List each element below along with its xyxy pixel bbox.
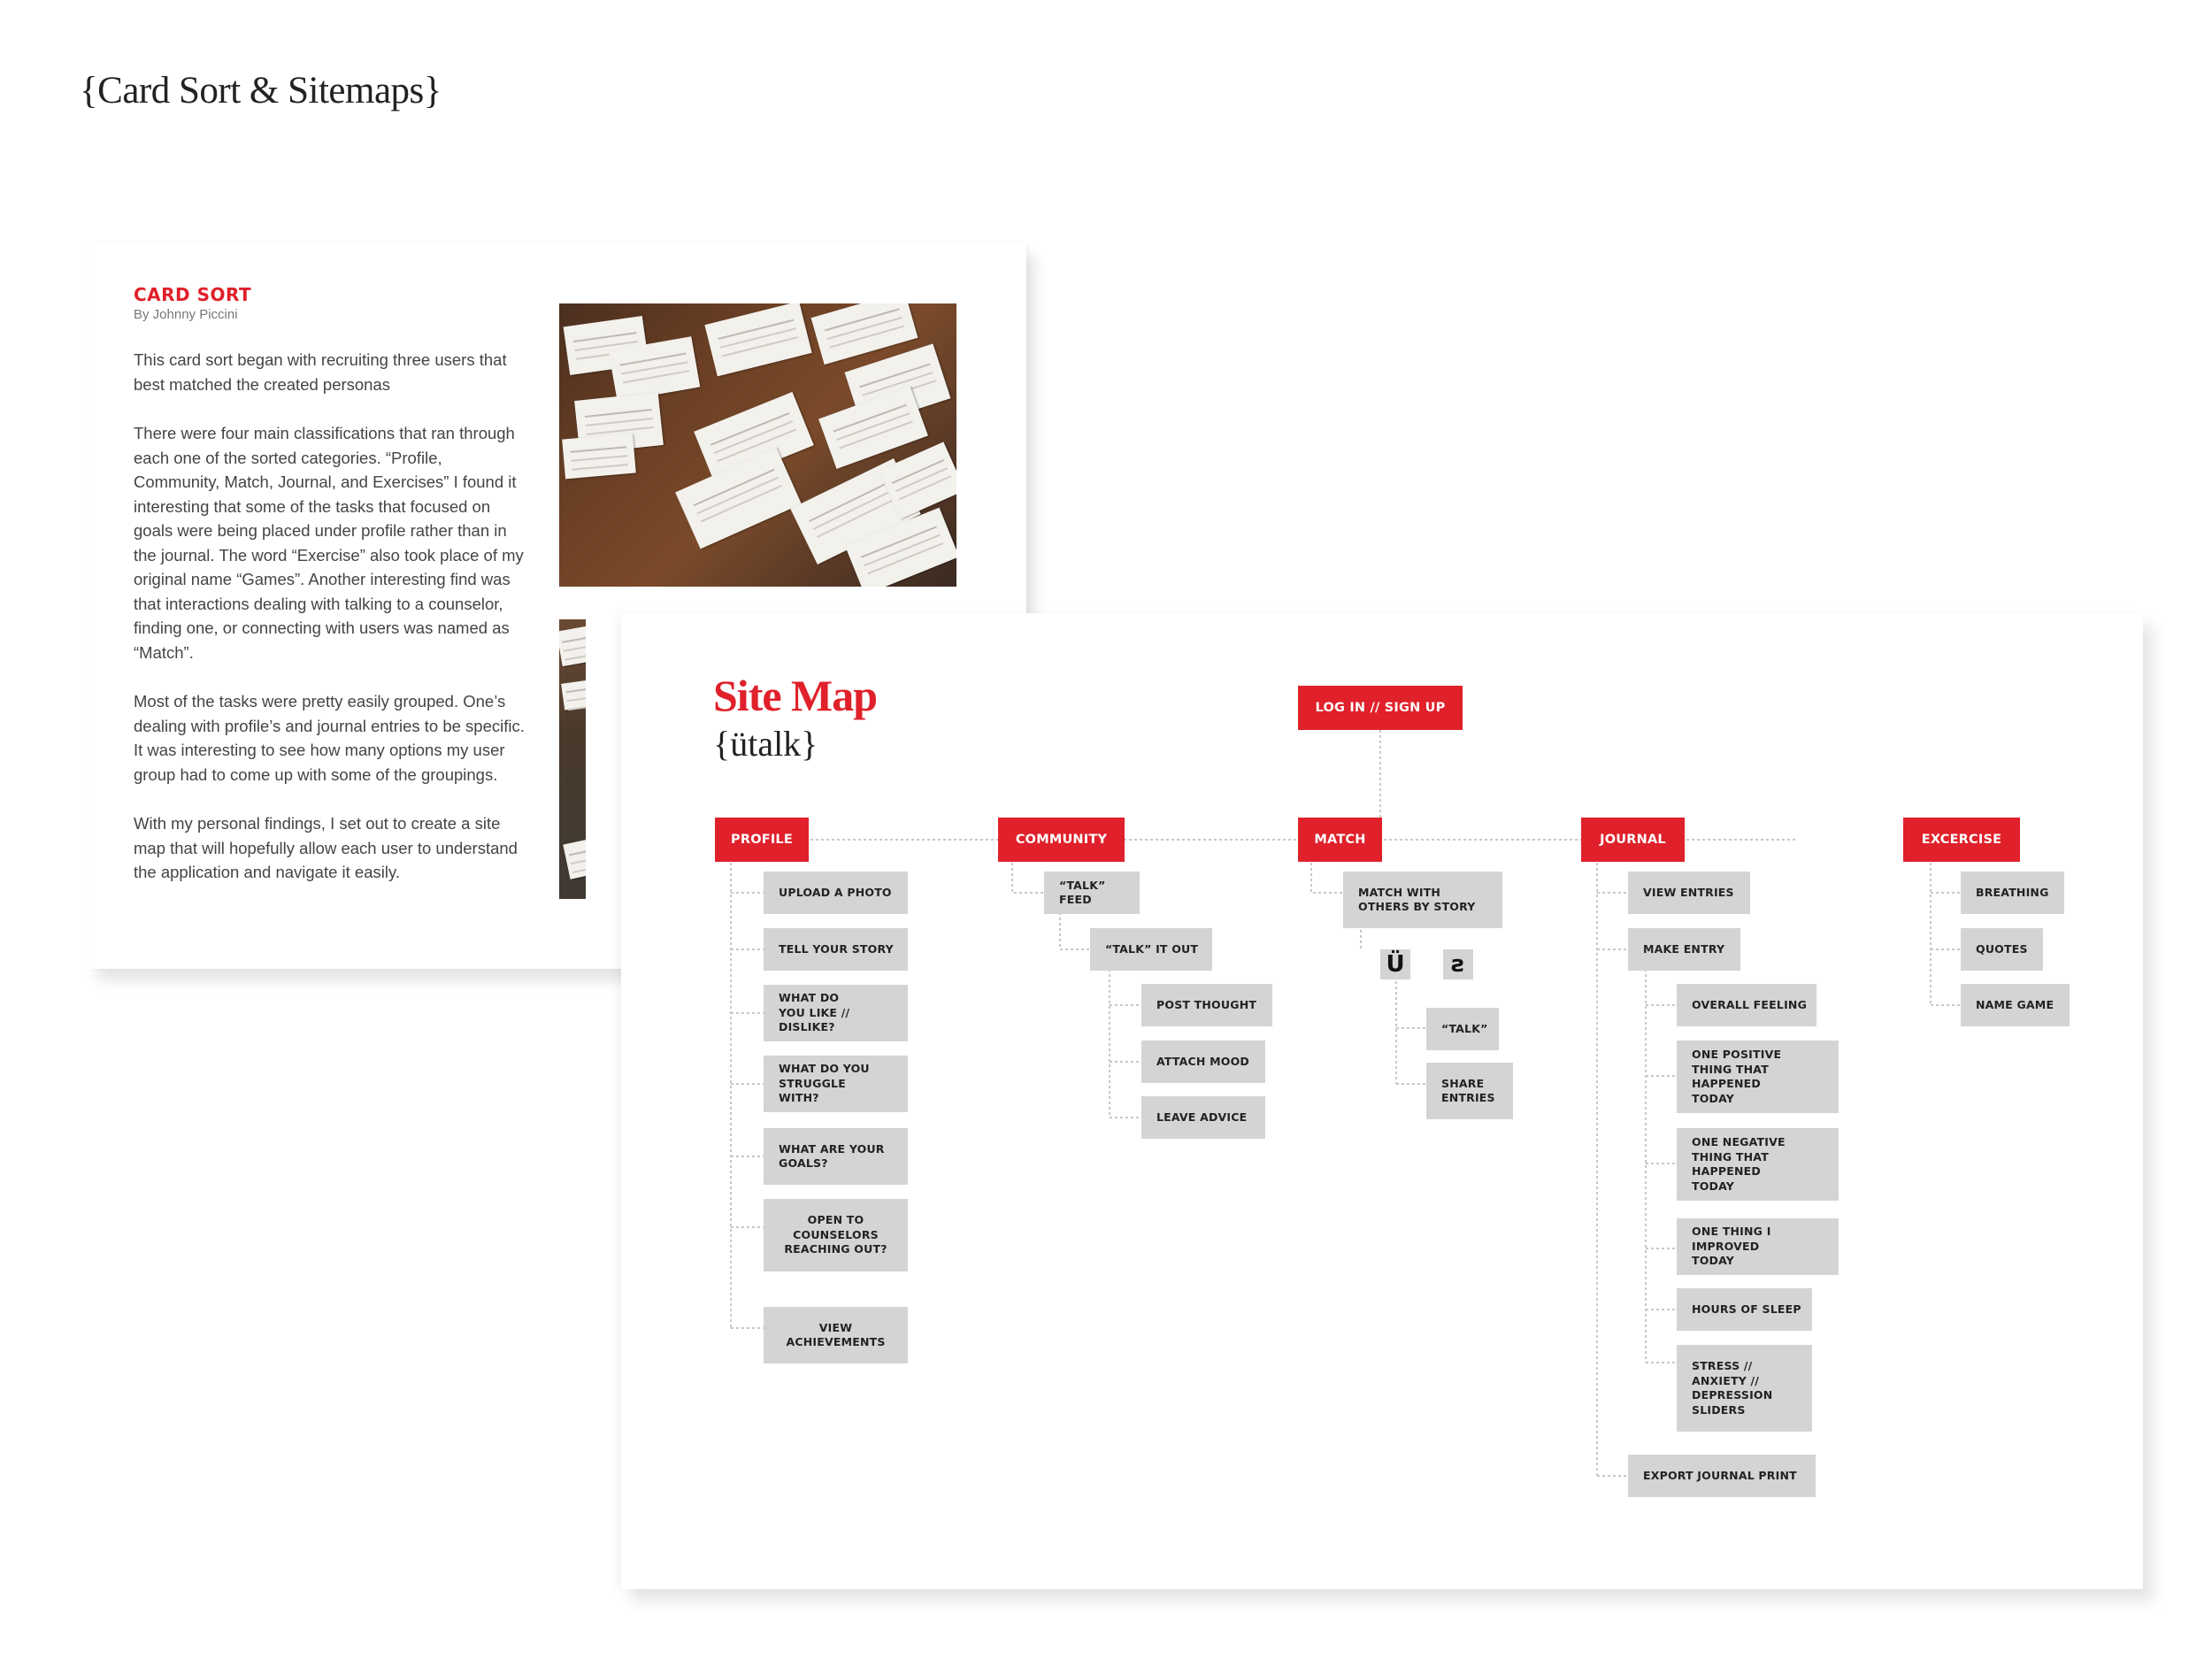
site-map-sheet <box>621 613 2143 1589</box>
card-sort-byline: By Johnny Piccini <box>134 307 238 322</box>
node-login-signup: LOG IN // SIGN UP <box>1298 686 1463 730</box>
index-card <box>562 434 636 480</box>
index-card <box>563 837 586 879</box>
node-community: COMMUNITY <box>998 818 1125 862</box>
index-card <box>559 626 586 666</box>
node-exercise: EXCERCISE <box>1903 818 2020 862</box>
card-sort-paragraph: Most of the tasks were pretty easily grouped. One’s dealing with profile’s and journal entries to be specific. It was interesting to see how many options my user group had to come up with some of the groupings. <box>134 692 525 784</box>
node-hours-of-sleep: HOURS OF SLEEP <box>1677 1288 1812 1331</box>
card-sort-paragraph: There were four main classifications that ran through each one of the sorted categories. “Profile, Community, Match, Journal, and Exercises” I found it interesting that some of the tasks that focused on goals were being placed under profile rather than in the journal. The word “Exercise” also took place of my original name “Games”. Another interesting find was that interactions dealing with talking to a counselor, finding one, or connecting with users was named as “Match”. <box>134 424 524 662</box>
card-sort-photo-2 <box>559 619 586 899</box>
node-attach-mood: ATTACH MOOD <box>1141 1041 1265 1083</box>
node-negative-thing: ONE NEGATIVE THING THAT HAPPENED TODAY <box>1677 1128 1839 1201</box>
utalk-logo-icon: Ü <box>1380 949 1410 979</box>
node-post-thought: POST THOUGHT <box>1141 984 1272 1026</box>
node-like-dislike: WHAT DO YOU LIKE // DISLIKE? <box>764 985 908 1041</box>
node-talk-it-out: “TALK” IT OUT <box>1090 928 1212 971</box>
node-make-entry: MAKE ENTRY <box>1628 928 1740 971</box>
node-upload-photo: UPLOAD A PHOTO <box>764 872 908 914</box>
card-sort-heading: CARD SORT <box>134 284 252 305</box>
index-card <box>704 303 811 376</box>
card-sort-paragraph: With my personal findings, I set out to create a site map that will hopefully allow each user to understand the application and navigate it easily. <box>134 814 518 881</box>
node-profile: PROFILE <box>715 818 809 862</box>
node-view-entries: VIEW ENTRIES <box>1628 872 1750 914</box>
node-talk-feed: “TALK” FEED <box>1044 872 1140 914</box>
node-quotes: QUOTES <box>1961 928 2043 971</box>
node-stress-sliders: STRESS // ANXIETY // DEPRESSION SLIDERS <box>1677 1345 1812 1432</box>
card-sort-body <box>134 348 532 910</box>
page-title: {Card Sort & Sitemaps} <box>80 70 442 111</box>
node-open-to-counselors: OPEN TO COUNSELORS REACHING OUT? <box>764 1199 908 1271</box>
node-tell-your-story: TELL YOUR STORY <box>764 928 908 971</box>
node-name-game: NAME GAME <box>1961 984 2070 1026</box>
node-overall-feeling: OVERALL FEELING <box>1677 984 1816 1026</box>
node-view-achievements: VIEW ACHIEVEMENTS <box>764 1307 908 1363</box>
utalk-alt-logo-icon: ƨ <box>1443 949 1473 979</box>
index-card <box>561 679 586 710</box>
node-improved-today: ONE THING I IMPROVED TODAY <box>1677 1218 1839 1275</box>
node-match-talk: “TALK” <box>1426 1008 1499 1050</box>
node-leave-advice: LEAVE ADVICE <box>1141 1096 1265 1139</box>
node-struggle-with: WHAT DO YOU STRUGGLE WITH? <box>764 1056 908 1112</box>
node-goals: WHAT ARE YOUR GOALS? <box>764 1128 908 1185</box>
node-match: MATCH <box>1298 818 1382 862</box>
site-map-title: Site Map <box>713 671 878 720</box>
node-share-entries: SHARE ENTRIES <box>1426 1063 1513 1119</box>
node-breathing: BREATHING <box>1961 872 2064 914</box>
node-journal: JOURNAL <box>1581 818 1685 862</box>
node-match-by-story: MATCH WITH OTHERS BY STORY <box>1343 872 1502 928</box>
node-positive-thing: ONE POSITIVE THING THAT HAPPENED TODAY <box>1677 1041 1839 1113</box>
card-sort-paragraph: This card sort began with recruiting three users that best matched the created personas <box>134 350 507 394</box>
card-sort-photo <box>559 303 956 587</box>
node-export-journal: EXPORT JOURNAL PRINT <box>1628 1455 1816 1497</box>
site-map-subtitle: {ütalk} <box>713 724 818 764</box>
